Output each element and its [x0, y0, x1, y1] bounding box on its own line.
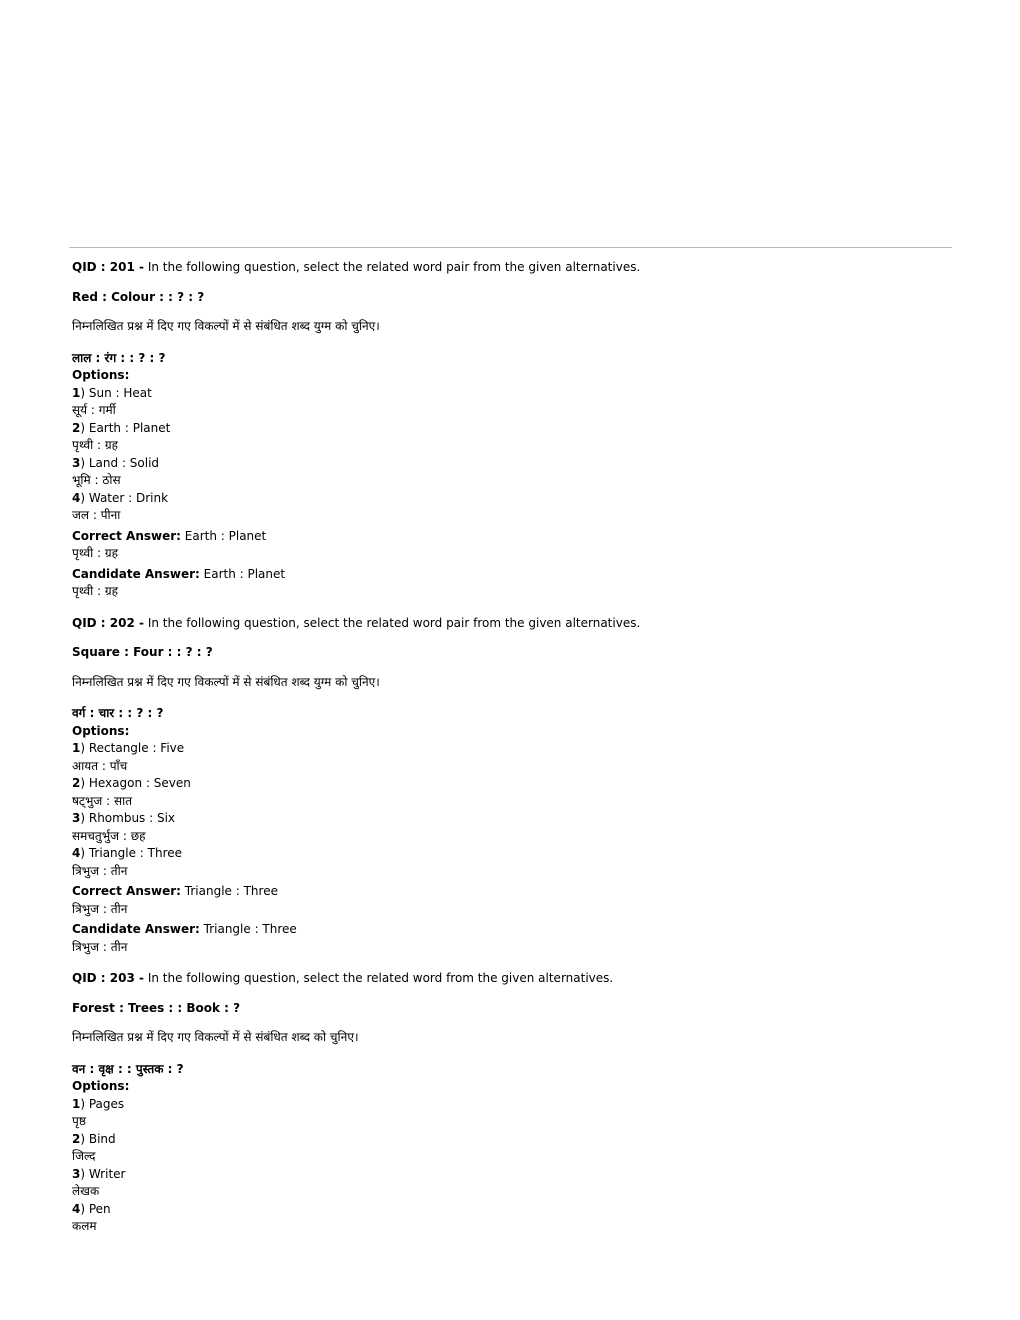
option-2-hi: पृथ्वी : ग्रह: [72, 438, 119, 452]
word-pair-hi: वर्ग : चार : : ? : ?: [72, 706, 164, 720]
candidate-answer-hi: त्रिभुज : तीन: [72, 939, 128, 954]
option-1: 1) Pages: [72, 1096, 125, 1111]
question-block-203: [72, 970, 942, 1236]
option-3: 3) Writer: [72, 1166, 126, 1181]
candidate-answer: Candidate Answer: Triangle : Three: [72, 922, 297, 936]
question-header: [72, 970, 942, 988]
option-1-hi: आयत : पाँच: [72, 758, 128, 773]
option-4: 4) Water : Drink: [72, 490, 169, 505]
questions-container: [72, 259, 942, 1250]
option-3: 3) Rhombus : Six: [72, 811, 176, 825]
options-label: Options:: [72, 723, 130, 738]
option-4-hi: त्रिभुज : तीन: [72, 863, 128, 878]
option-2: 2) Bind: [72, 1131, 116, 1146]
option-3-hi: भूमि : ठोस: [72, 473, 121, 487]
qid-label: QID : 202 -: [72, 615, 144, 630]
question-header: [72, 615, 942, 633]
correct-answer: Correct Answer: Earth : Planet: [72, 528, 267, 543]
question-block-201: [72, 259, 942, 601]
question-text-hi: निम्नलिखित प्रश्न में दिए गए विकल्पों में से संबंधित शब्द को चुनिए।: [72, 1030, 359, 1044]
option-4: 4) Pen: [72, 1201, 111, 1216]
option-1: 1) Sun : Heat: [72, 385, 152, 400]
correct-answer-hi: त्रिभुज : तीन: [72, 901, 128, 916]
question-text-hi: निम्नलिखित प्रश्न में दिए गए विकल्पों में से संबंधित शब्द युग्म को चुनिए।: [72, 674, 380, 689]
word-pair-hi: लाल : रंग : : ? : ?: [72, 350, 166, 365]
option-2: 2) Earth : Planet: [72, 420, 171, 435]
word-pair-en: Square : Four : : ? : ?: [72, 645, 213, 659]
option-2-hi: षट्भुज : सात: [72, 793, 133, 808]
correct-answer-hi: पृथ्वी : ग्रह: [72, 546, 119, 560]
option-4-hi: जल : पीना: [72, 508, 121, 522]
word-pair-hi: वन : वृक्ष : : पुस्तक : ?: [72, 1061, 184, 1076]
question-text-hi: निम्नलिखित प्रश्न में दिए गए विकल्पों में से संबंधित शब्द युग्म को चुनिए।: [72, 319, 380, 333]
qid-label: QID : 201 -: [72, 260, 144, 274]
question-header: [72, 259, 942, 277]
option-1-hi: पृष्ठ: [72, 1114, 86, 1128]
word-pair-en: Red : Colour : : ? : ?: [72, 289, 205, 304]
header-divider: [69, 247, 952, 248]
option-1: 1) Rectangle : Five: [72, 741, 185, 755]
question-text: In the following question, select the related word from the given alternatives.: [144, 971, 614, 985]
option-3: 3) Land : Solid: [72, 455, 160, 470]
option-3-hi: लेखक: [72, 1184, 100, 1198]
correct-answer: Correct Answer: Triangle : Three: [72, 884, 278, 898]
options-label: Options:: [72, 368, 130, 382]
word-pair-en: Forest : Trees : : Book : ?: [72, 1000, 241, 1015]
question-text: In the following question, select the related word pair from the given alternatives.: [144, 260, 641, 274]
option-4-hi: कलम: [72, 1219, 97, 1233]
option-1-hi: सूर्य : गर्मी: [72, 403, 116, 417]
option-2-hi: जिल्द: [72, 1149, 96, 1163]
qid-label: QID : 203 -: [72, 971, 144, 985]
option-3-hi: समचतुर्भुज : छह: [72, 828, 146, 843]
question-text: In the following question, select the related word pair from the given alternatives.: [144, 615, 641, 630]
option-4: 4) Triangle : Three: [72, 846, 183, 860]
option-2: 2) Hexagon : Seven: [72, 776, 191, 790]
candidate-answer: Candidate Answer: Earth : Planet: [72, 566, 286, 581]
options-label: Options:: [72, 1079, 130, 1093]
candidate-answer-hi: पृथ्वी : ग्रह: [72, 584, 119, 598]
question-block-202: [72, 615, 942, 957]
